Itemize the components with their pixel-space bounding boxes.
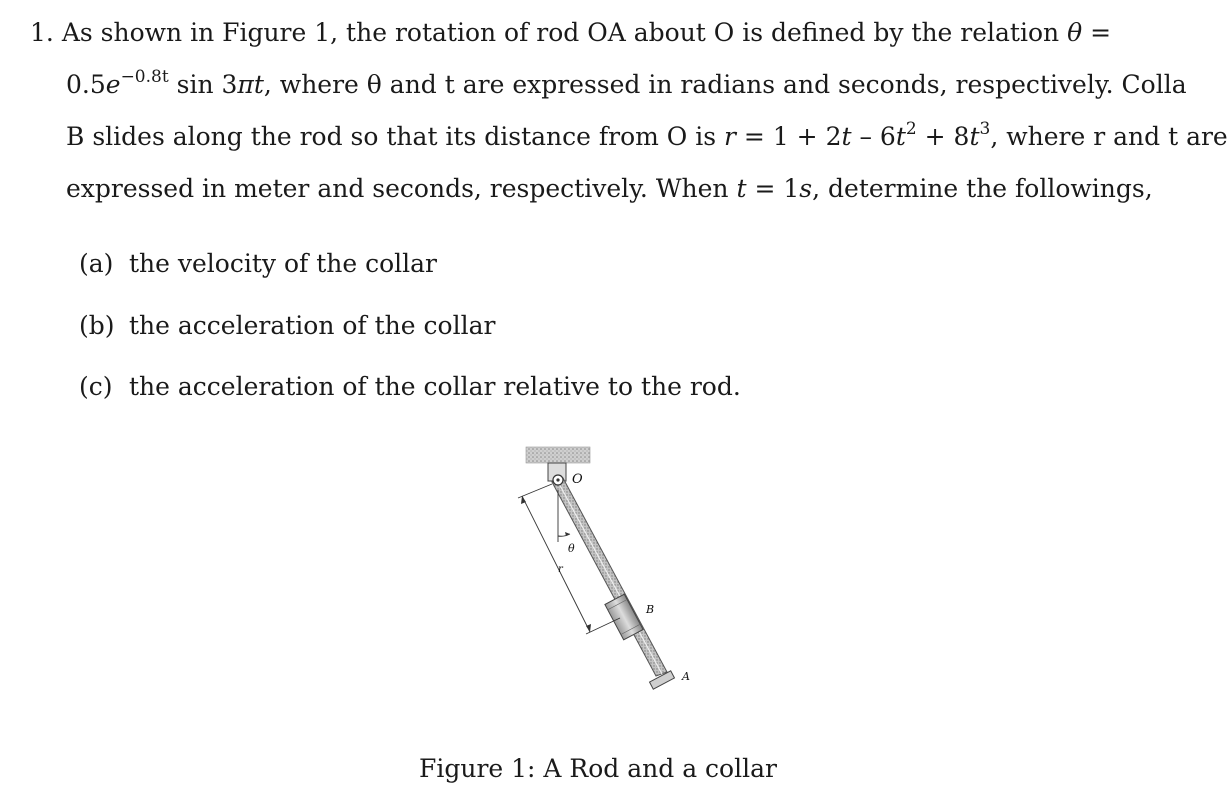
exponent-2: 2 [905, 119, 917, 139]
sin-term: sin 3 [176, 70, 238, 99]
ceiling-support [526, 447, 590, 463]
t-symbol-2: t [895, 122, 906, 151]
item-a-label: (a) [79, 249, 114, 278]
item-c [79, 372, 741, 402]
item-b [79, 311, 495, 341]
problem-line-1-text: As shown in Figure 1, the rotation of rod OA about O is defined by the relation [61, 18, 1060, 47]
theta-coefficient: 0.5 [66, 70, 106, 99]
t-equals-one: = 1 [754, 174, 800, 203]
rod [552, 478, 667, 676]
item-a [79, 249, 437, 279]
exp-exponent: −0.8t [120, 67, 169, 87]
problem-line-4-text-a: expressed in meter and seconds, respectively. When [66, 174, 729, 203]
r-eq-part-b: – 6 [859, 122, 896, 151]
problem-line-3-text-b: , where r and t are [990, 122, 1228, 151]
theta-symbol: θ [1067, 18, 1083, 47]
problem-line-1 [30, 18, 1111, 48]
problem-line-4 [66, 174, 1153, 204]
problem-line-4-text-b: , determine the followings, [812, 174, 1153, 203]
label-r: r [558, 564, 563, 575]
t-symbol-3: t [969, 122, 980, 151]
equals-sign: = [1090, 18, 1112, 47]
problem-line-3 [66, 119, 1228, 155]
problem-number: 1. [30, 18, 54, 47]
figure-caption: Figure 1: A Rod and a collar [419, 754, 777, 783]
exp-base: e [105, 70, 121, 99]
r-eq-part-a: = 1 + 2 [743, 122, 842, 151]
r-eq-part-c: + 8 [924, 122, 970, 151]
label-theta: θ [568, 542, 575, 555]
t-symbol-when: t [736, 174, 747, 203]
label-b: B [646, 603, 655, 616]
r-symbol: r [724, 122, 736, 151]
item-b-text: the acceleration of the collar [129, 311, 496, 340]
seconds-unit: s [799, 174, 813, 203]
item-a-text: the velocity of the collar [129, 249, 438, 278]
exponent-3: 3 [979, 119, 991, 139]
problem-line-3-text-a: B slides along the rod so that its distance from O is [66, 122, 717, 151]
item-c-label: (c) [79, 372, 113, 401]
pi-t-term: πt [237, 70, 264, 99]
problem-line-2 [66, 67, 1187, 103]
label-a: A [682, 670, 690, 683]
rod-collar-figure [500, 440, 720, 700]
item-b-label: (b) [79, 311, 115, 340]
label-o: O [572, 472, 583, 487]
problem-line-2-text: , where θ and t are expressed in radians and seconds, respectively. Colla [263, 70, 1187, 99]
t-symbol-1: t [841, 122, 852, 151]
item-c-text: the acceleration of the collar relative to the rod. [129, 372, 741, 401]
